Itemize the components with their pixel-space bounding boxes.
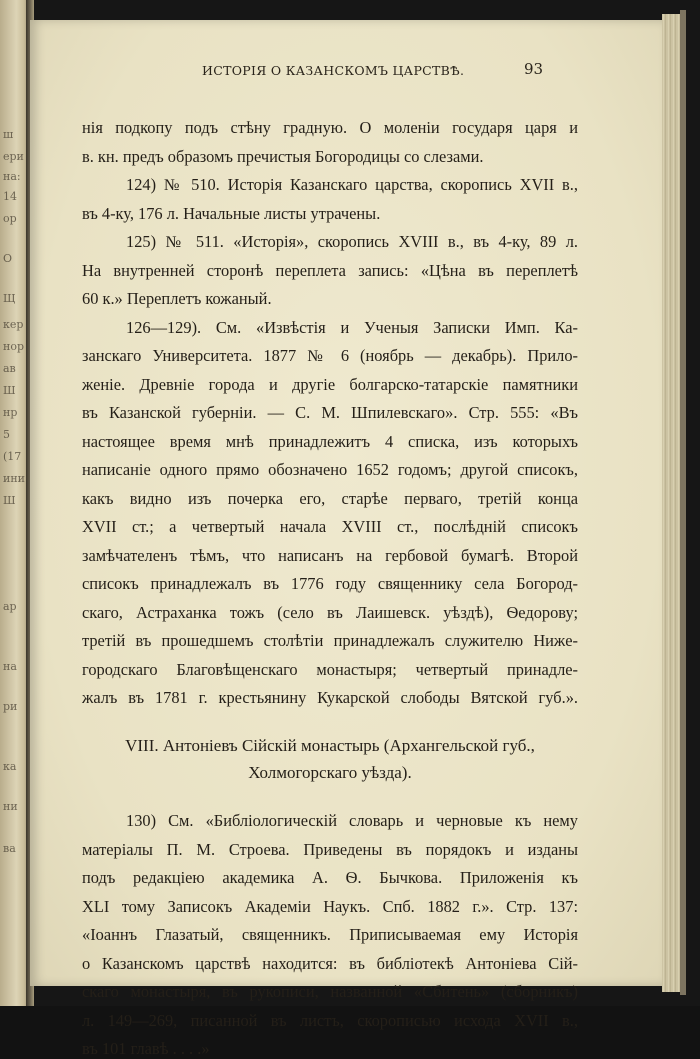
text-line: XVII ст.; а четвертый начала XVIII ст., послѣдній списокъ: [82, 517, 578, 536]
left-page-fragment: Ш: [3, 384, 16, 397]
left-page-fragment: О: [3, 252, 13, 265]
text-line: подъ редакціею академика А. Ѳ. Бычкова. Приложенія къ: [82, 868, 578, 887]
page-number: 93: [524, 60, 544, 78]
left-page-fragment: кер: [3, 318, 24, 331]
text-line: нія подкопу подъ стѣну градную. О моленіи государя царя и: [82, 118, 578, 137]
left-page-fragment: 5: [3, 428, 10, 441]
text-line: замѣчателенъ тѣмъ, что написанъ на гербовой бумагѣ. Второй: [82, 545, 578, 565]
text-line: настоящее время мнѣ принадлежитъ 4 списка, изъ которыхъ: [82, 431, 578, 451]
text-line: о Казанскомъ царствѣ находится: въ библіотекѣ Антоніева Сій-: [82, 953, 578, 973]
book-cover-edge: [680, 10, 686, 995]
text-line: 125) № 511. «Исторія», скоропись XVIII в., въ 4-ку, 89 л.: [126, 232, 578, 251]
running-title: ИСТОРІЯ О КАЗАНСКОМЪ ЦАРСТВѢ.: [202, 63, 465, 78]
text-line: 126—129). См. «Извѣстія и Ученыя Записки Имп. Ка-: [126, 317, 578, 337]
left-page-fragment: на:: [3, 170, 21, 183]
text-line: списокъ принадлежалъ въ 1776 году священнику села Богород-: [82, 574, 578, 593]
left-page-fragment: ни: [3, 800, 18, 813]
text-line: скаго монастыря, въ рукописи, названной «Сбитень» (сборникъ): [82, 982, 578, 1001]
left-page-fragment: Щ: [3, 292, 16, 305]
text-line: 60 к.» Переплетъ кожаный.: [82, 289, 272, 308]
left-page-fragment: на: [3, 660, 17, 673]
text-line: занскаго Университета. 1877 № 6 (ноябрь — декабрь). Прило-: [82, 346, 578, 365]
text-line: какъ видно изъ почерка его, старѣе перваго, третій конца: [82, 488, 578, 508]
text-line: 124) № 510. Исторія Казанскаго царства, скоропись XVII в.,: [126, 175, 578, 194]
text-line: матеріалы П. М. Строева. Приведены въ порядокъ и изданы: [82, 839, 578, 859]
left-page-fragment: Ш: [3, 494, 16, 507]
text-line: жалъ въ 1781 г. крестьянину Кукарской слободы Вятской губ.».: [82, 688, 578, 707]
left-page-fragment: ва: [3, 842, 16, 855]
page-stack-edge: [662, 14, 680, 992]
text-line: въ Казанской губерніи. — С. М. Шпилевскаго». Стр. 555: «Въ: [82, 403, 578, 422]
text-line: третій въ прошедшемъ столѣтіи принадлежалъ служителю Нижe-: [82, 631, 578, 650]
left-page-fragment: (17: [3, 450, 22, 463]
section-heading-line: Холмогорскаго уѣзда).: [248, 763, 412, 782]
left-page-fragment: ш: [3, 128, 14, 141]
text-line: XLI тому Записокъ Академіи Наукъ. Спб. 1882 г.». Стр. 137:: [82, 896, 578, 916]
text-line: въ 4-ку, 176 л. Начальные листы утрачены.: [82, 203, 381, 223]
text-line: в. кн. предъ образомъ пречистыя Богородицы со слезами.: [82, 146, 484, 166]
section-heading-line: VIII. Антоніевъ Сійскій монастырь (Архангельской губ.,: [125, 736, 535, 755]
text-line: На внутренней сторонѣ переплета запись: «Цѣна въ переплетѣ: [82, 260, 578, 280]
left-page-fragment: нр: [3, 406, 18, 419]
left-page-fragment: 14: [3, 190, 17, 203]
left-page-fragment: ери: [3, 150, 24, 163]
text-line: «Іоаннъ Глазатый, священникъ. Приписываемая ему Исторія: [82, 925, 578, 944]
left-page-fragment: ор: [3, 212, 17, 225]
text-line: написаніе одного прямо обозначено 1652 годомъ; другой списокъ,: [82, 460, 578, 479]
left-page-fragment: ав: [3, 362, 16, 375]
left-page-fragment: нор: [3, 340, 24, 353]
left-page-fragment: ар: [3, 600, 17, 613]
text-line: въ 101 главѣ . . . .»: [82, 1039, 210, 1058]
text-line: 130) См. «Библіологическій словарь и черновые къ нему: [126, 811, 578, 830]
left-page-fragment: ка: [3, 760, 17, 773]
text-line: скаго, Астраханка тожъ (село въ Лаишевск. уѣздѣ), Ѳедорову;: [82, 602, 578, 622]
left-page-fragment: ри: [3, 700, 18, 713]
text-line: городскаго Благовѣщенскаго монастыря; четвертый принадле-: [82, 659, 578, 679]
text-line: л. 149—269, писанной въ листъ, скорописью исхода XVII в.,: [82, 1010, 578, 1030]
running-header: [30, 60, 662, 84]
book-page: [30, 20, 662, 1058]
left-page-fragment: ини: [3, 472, 25, 485]
text-line: женіе. Древніе города и другіе болгарско-татарскіе памятники: [82, 374, 578, 394]
